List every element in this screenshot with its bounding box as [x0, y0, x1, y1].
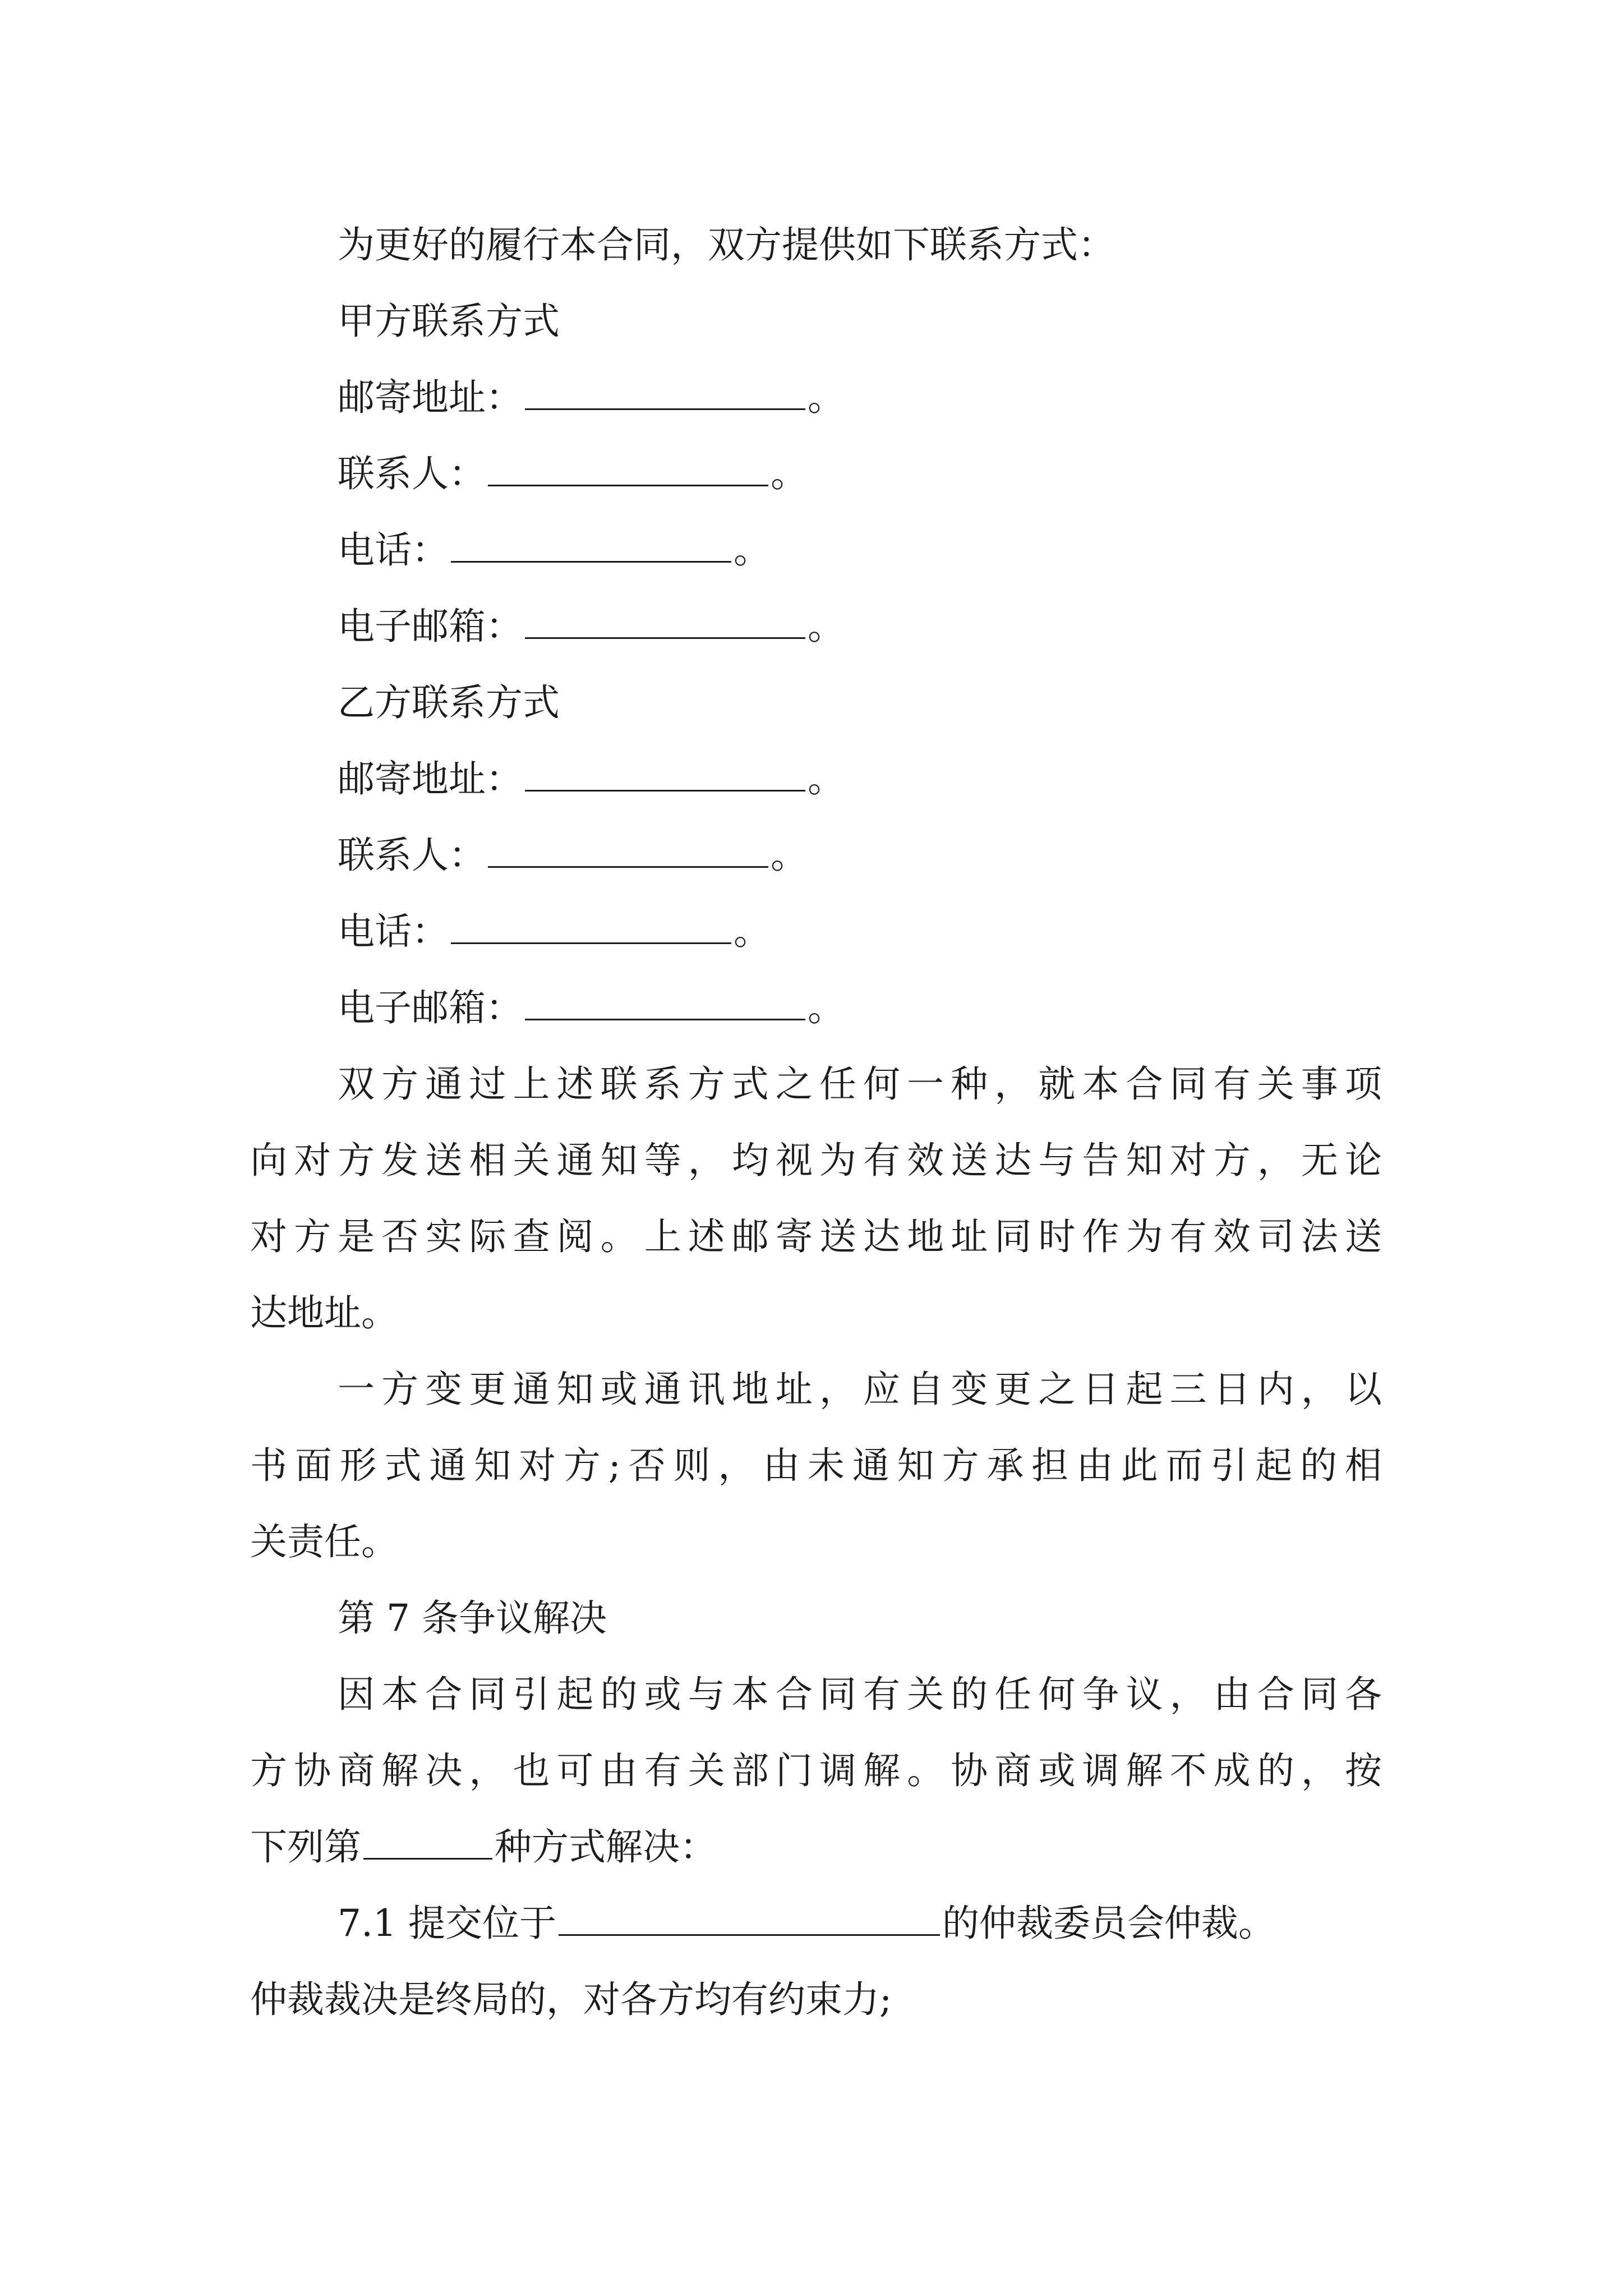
party-a-address-end: 。	[808, 376, 845, 419]
party-b-email-blank	[525, 986, 805, 1020]
party-a-phone-end: 。	[734, 528, 771, 572]
party-b-phone-blank	[451, 910, 731, 944]
party-a-phone-blank	[451, 528, 731, 563]
party-b-address-end: 。	[808, 757, 845, 800]
party-b-heading: 乙方联系方式	[338, 681, 560, 724]
party-b-email-row	[338, 983, 845, 1033]
notice-paragraph-line-4: 达地址。	[250, 1291, 398, 1335]
party-b-contact-end: 。	[771, 834, 808, 877]
party-a-contact-blank	[488, 452, 768, 486]
intro-line: 为更好的履行本合同，双方提供如下联系方式：	[338, 223, 1115, 266]
clause-7-1-suffix: 的仲裁委员会仲裁。	[942, 1902, 1275, 1945]
party-b-address-label: 邮寄地址：	[338, 757, 523, 800]
resolution-method-blank	[363, 1825, 492, 1860]
party-b-phone-end: 。	[734, 910, 771, 953]
party-b-phone-row	[338, 907, 771, 957]
party-b-contact-blank	[488, 834, 768, 868]
arbitration-location-blank	[559, 1902, 940, 1936]
change-paragraph-line-1: 一方变更通知或通讯地址，应自变更之日起三日内，以	[338, 1368, 1382, 1411]
party-b-contact-row	[338, 830, 808, 881]
notice-paragraph-line-2: 向对方发送相关通知等，均视为有效送达与告知对方，无论	[250, 1139, 1382, 1182]
party-b-phone-label: 电话：	[338, 910, 449, 953]
notice-paragraph-line-1: 双方通过上述联系方式之任何一种，就本合同有关事项	[338, 1062, 1382, 1106]
party-a-address-row	[338, 372, 845, 423]
article-7-line-3-suffix: 种方式解决：	[495, 1825, 717, 1869]
party-a-phone-row	[338, 525, 771, 576]
party-a-phone-label: 电话：	[338, 528, 449, 572]
party-a-contact-label: 联系人：	[338, 452, 486, 495]
notice-paragraph-line-3: 对方是否实际查阅。上述邮寄送达地址同时作为有效司法送	[250, 1215, 1382, 1258]
party-a-email-row	[338, 601, 845, 652]
party-a-contact-row	[338, 449, 808, 499]
article-7-title: 第 7 条争议解决	[338, 1596, 607, 1640]
party-a-email-label: 电子邮箱：	[338, 605, 523, 648]
article-7-line-3-prefix: 下列第	[250, 1825, 361, 1869]
clause-7-1-prefix: 7.1 提交位于	[338, 1902, 556, 1945]
party-b-address-row	[338, 754, 845, 804]
party-b-email-label: 电子邮箱：	[338, 986, 523, 1029]
party-a-address-blank	[525, 376, 805, 410]
party-a-email-end: 。	[808, 605, 845, 648]
party-a-contact-end: 。	[771, 452, 808, 495]
change-paragraph-line-2: 书面形式通知对方;否则，由未通知方承担由此而引起的相	[250, 1444, 1382, 1487]
party-a-address-label: 邮寄地址：	[338, 376, 523, 419]
party-a-email-blank	[525, 605, 805, 639]
party-b-address-blank	[525, 757, 805, 792]
party-b-contact-label: 联系人：	[338, 834, 486, 877]
article-7-line-2: 方协商解决，也可由有关部门调解。协商或调解不成的，按	[250, 1749, 1382, 1792]
party-a-heading: 甲方联系方式	[338, 300, 560, 343]
clause-7-1-row	[338, 1898, 1275, 1949]
party-b-email-end: 。	[808, 986, 845, 1029]
article-7-line-3	[250, 1822, 717, 1872]
clause-7-1-line-2: 仲裁裁决是终局的，对各方均有约束力;	[250, 1978, 892, 2021]
change-paragraph-line-3: 关责任。	[250, 1520, 398, 1563]
article-7-line-1: 因本合同引起的或与本合同有关的任何争议，由合同各	[338, 1673, 1382, 1716]
